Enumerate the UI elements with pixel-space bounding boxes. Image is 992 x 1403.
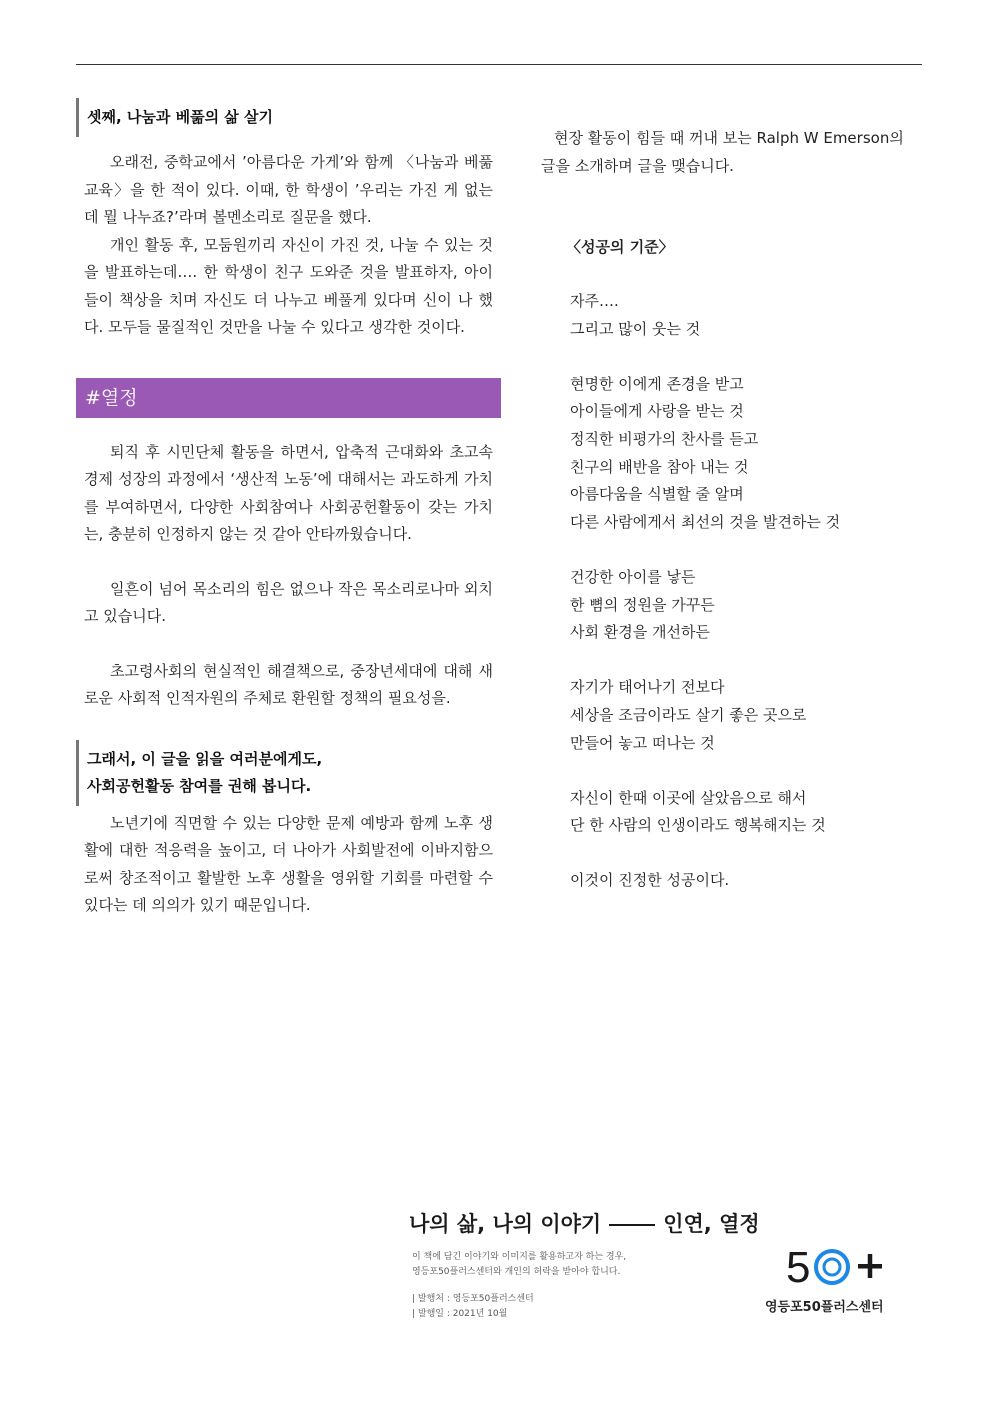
poem-line: 사회 환경을 개선하든 xyxy=(570,623,710,642)
poem-line: 아이들에게 사랑을 받는 것 xyxy=(570,402,744,421)
book-title-sub: 인연, 열정 xyxy=(663,1212,760,1236)
paragraph: 퇴직 후 시민단체 활동을 하면서, 압축적 근대화와 초고속 경제 성장의 과정에서 ‘생산적 노동’에 대해서는 과도하게 가치를 부여하면서, 다양한 사회참여나 사회공헌활동이 갖는 가치는, 충분히 인정하지 않는 것 같아 안타까웠습니다. xyxy=(84,442,493,543)
section-banner-passion: #열정 xyxy=(76,378,501,418)
organization-name: 영등포50플러스센터 xyxy=(765,1300,884,1315)
heading-line: 사회공헌활동 참여를 권해 봅니다. xyxy=(87,776,312,795)
poem-line: 다른 사람에게서 최선의 것을 발견하는 것 xyxy=(570,512,841,531)
paragraph: 개인 활동 후, 모둠원끼리 자신이 가진 것, 나눌 수 있는 것을 발표하는데…. 한 학생이 친구 도와준 것을 발표하자, 아이들이 책상을 치며 자신도 더 나누고 베풀게 있다며 신이 나 했다. 모두들 물질적인 것만을 나눌 수 있다고 생각한 것이다. xyxy=(84,235,493,336)
quote-intro: 현장 활동이 힘들 때 꺼내 보는 Ralph W Emerson의 글을 소개하며 글을 맺습니다. xyxy=(541,129,904,175)
publish-date: | 발행일 : 2021년 10월 xyxy=(412,1309,508,1319)
usage-notice xyxy=(412,1250,626,1280)
poem-line: 만들어 놓고 떠나는 것 xyxy=(570,733,715,752)
poem-stanza xyxy=(570,371,921,537)
footer-book-title xyxy=(409,1208,760,1238)
book-title-main: 나의 삶, 나의 이야기 xyxy=(409,1212,602,1236)
section-heading-participation xyxy=(76,740,501,806)
poem-line: 아름다움을 식별할 줄 알며 xyxy=(570,485,744,504)
poem-stanza xyxy=(570,674,921,757)
top-rule xyxy=(76,64,922,65)
logo-ring-outer xyxy=(816,1251,848,1283)
heading-line: 그래서, 이 글을 읽을 여러분에게도, xyxy=(87,749,323,768)
poem-line: 세상을 조금이라도 살기 좋은 곳으로 xyxy=(570,705,807,724)
poem-line: 자신이 한때 이곳에 살았음으로 해서 xyxy=(570,788,807,807)
poem-stanza xyxy=(570,867,921,895)
publication-info xyxy=(412,1292,534,1322)
poem-stanza xyxy=(570,564,921,647)
title-dash xyxy=(609,1224,655,1226)
section-heading-sharing: 셋째, 나눔과 베풂의 삶 살기 xyxy=(76,98,501,137)
poem-line: 친구의 배반을 참아 내는 것 xyxy=(570,457,749,476)
paragraph: 노년기에 직면할 수 있는 다양한 문제 예방과 함께 노후 생활에 대한 적응력을 높이고, 더 나아가 사회발전에 이바지함으로써 창조적이고 활발한 노후 생활을 영위할 기회를 마련할 수 있다는 데 의의가 있기 때문입니다. xyxy=(84,813,493,914)
logo-digit-five: 5 xyxy=(786,1243,811,1290)
poem-line: 그리고 많이 웃는 것 xyxy=(570,319,701,338)
publisher: | 발행처 : 영등포50플러스센터 xyxy=(412,1294,534,1304)
paragraph: 초고령사회의 현실적인 해결책으로, 중장년세대에 대해 새로운 사회적 인적자원의 주체로 환원할 정책의 필요성을. xyxy=(84,661,493,707)
poem-line: 한 뼘의 정원을 가꾸든 xyxy=(570,595,715,614)
poem-line: 정직한 비평가의 찬사를 듣고 xyxy=(570,429,759,448)
poem-line: 자주…. xyxy=(570,292,619,310)
logo-plus-v xyxy=(868,1254,873,1278)
poem-line: 현명한 이에게 존경을 받고 xyxy=(570,374,744,393)
paragraph: 오래전, 중학교에서 ’아름다운 가게’와 함께 〈나눔과 베풂 교육〉을 한 적이 있다. 이때, 한 학생이 ’우리는 가진 게 없는데 뭘 나누죠?’라며 볼멘소리로 질문을 했다. xyxy=(84,153,493,226)
right-column xyxy=(541,125,921,923)
logo-ring-inner xyxy=(824,1259,840,1275)
poem xyxy=(541,288,921,895)
poem-line: 건강한 아이를 낳든 xyxy=(570,567,696,586)
notice-line: 영등포50플러스센터와 개인의 허락을 받아야 합니다. xyxy=(412,1267,621,1277)
poem-line: 이것이 진정한 성공이다. xyxy=(570,871,730,890)
poem-stanza xyxy=(570,785,921,840)
poem-line: 단 한 사람의 인생이라도 행복해지는 것 xyxy=(570,816,826,835)
left-column xyxy=(76,98,501,920)
paragraph: 일흔이 넘어 목소리의 힘은 없으나 작은 목소리로나마 외치고 있습니다. xyxy=(84,579,493,625)
center-logo-icon xyxy=(786,1238,886,1290)
notice-line: 이 책에 담긴 이야기와 이미지를 활용하고자 하는 경우, xyxy=(412,1252,627,1262)
poem-line: 자기가 태어나기 전보다 xyxy=(570,678,725,697)
poem-title: 〈성공의 기준〉 xyxy=(566,238,674,256)
poem-stanza xyxy=(570,288,921,343)
